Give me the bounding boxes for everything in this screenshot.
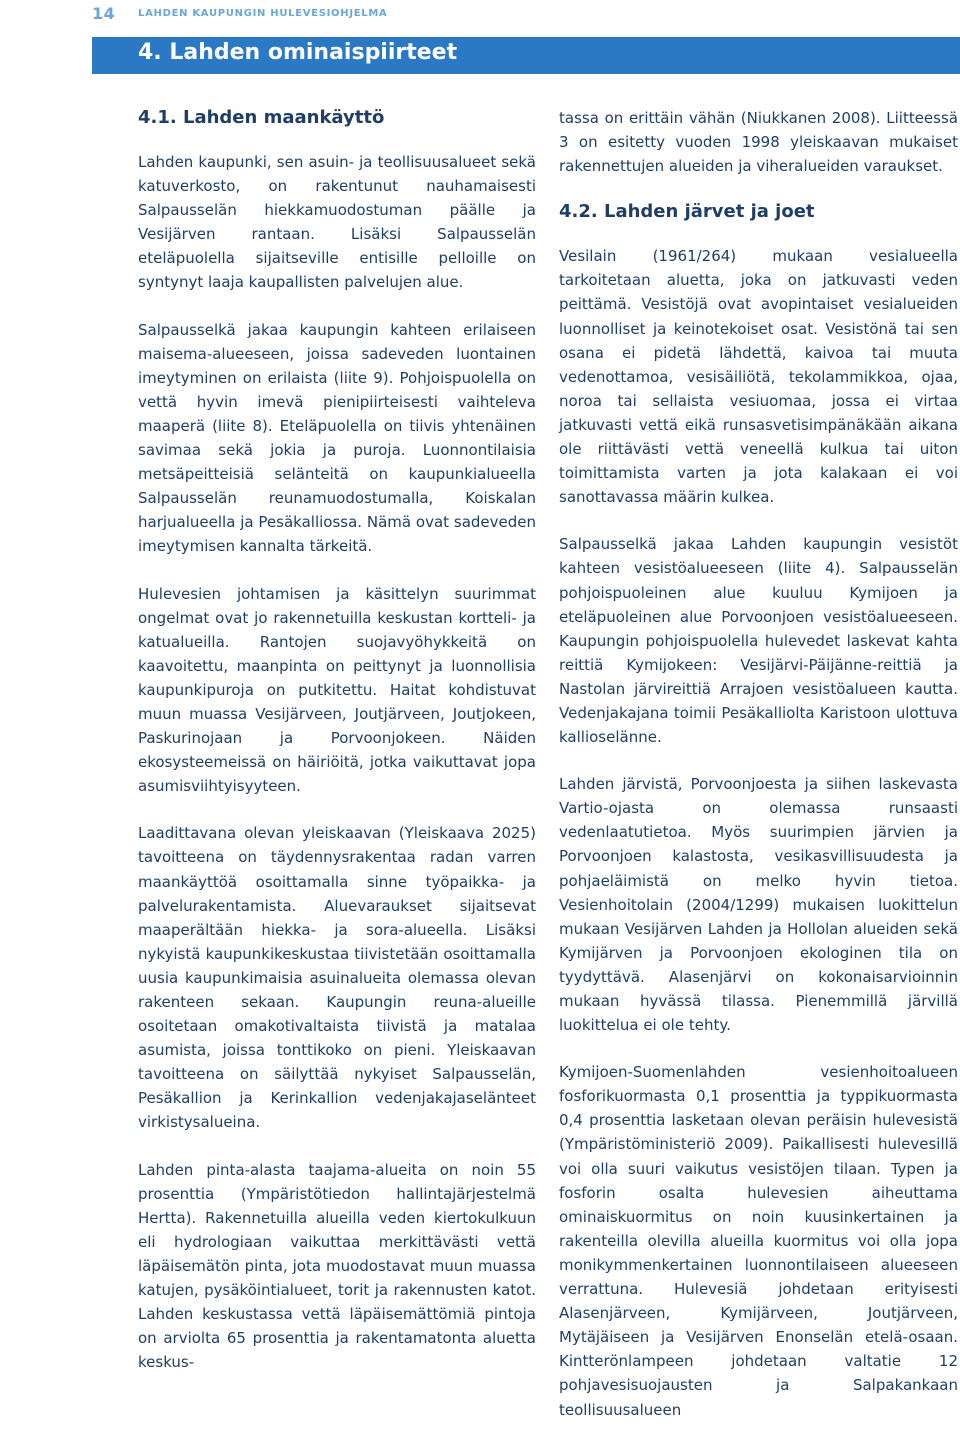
paragraph: Hulevesien johtamisen ja käsittelyn suurimmat ongelmat ovat jo rakennetuilla keskustan kortteli- ja katualueilla. Rantojen suojavyöhykkeitä on kaavoitettu, maanpinta on peittynyt ja luonnollisia kaupunkipuroja on putkitettu. Haitat kohdistuvat muun muassa Vesijärveen, Joutjärveen, Joutjokeen, Paskurinojaan ja Porvoonjokeen. Näiden ekosysteemeissä on häiriöitä, jotka vaikuttavat jopa asumisviihtyisyyteen. bbox=[138, 584, 536, 796]
chapter-title: 4. Lahden ominaispiirteet bbox=[138, 40, 458, 65]
paragraph: Lahden järvistä, Porvoonjoesta ja siihen laskevasta Vartio-ojasta on olemassa runsaasti vedenlaatutietoa. Myös suurimpien järvien ja Porvoonjoen kalastosta, vesikasvillisuudesta ja pohjaeläimistä on melko hyvin tietoa. Vesienhoitolain (2004/1299) mukaisen luokittelun mukaan Vesijärven Lahden ja Hollolan alueiden sekä Kymijärven ja Porvoonjoen ekologinen tila on tyydyttävä. Alasenjärvi on kokonaisarvioinnin mukaan hyvässä tilassa. Pienemmillä järvillä luokittelua ei ole tehty. bbox=[559, 775, 958, 1035]
paragraph-continued: tassa on erittäin vähän (Niukkanen 2008). Liitteessä 3 on esitetty vuoden 1998 yleiskaavan mukaiset rakennettujen alueiden ja viheralueiden varaukset. bbox=[559, 109, 958, 176]
section-heading-4-1: 4.1. Lahden maankäyttö bbox=[138, 107, 385, 128]
paragraph: Laadittavana olevan yleiskaavan (Yleiskaava 2025) tavoitteena on täydennysrakentaa radan varren maankäyttöä osoittamalla sinne työpaikka- ja palvelurakentamista. Aluevaraukset sijaitsevat maaperältään hiekka- ja sora-alueella. Lisäksi nykyistä kaupunkikeskustaa tiivistetään osoittamalla uusia kaupunkimaisia asuinalueita olemassa olevan rakenteen sekaan. Kaupungin reuna-alueille osoitetaan omakotivaltaista tiivistä ja matalaa asumista, joissa tonttikoko on pieni. Yleiskaavan tavoitteena on säilyttää nykyiset Salpausselän, Pesäkallion ja Kerinkallion vedenjakajaselänteet virkistysalueina. bbox=[138, 824, 536, 1132]
running-header bbox=[0, 0, 960, 30]
paragraph: Kymijoen-Suomenlahden vesienhoitoalueen fosforikuormasta 0,1 prosenttia ja typpikuormasta 0,4 prosenttia lasketaan olevan peräisin hulevesistä (Ympäristöministeriö 2009). Paikallisesti hulevesillä voi olla suuri vaikutus vesistöjen tilaan. Typen ja fosforin osalta hulevesien aiheuttama ominaiskuormitus on noin kuusinkertainen ja rakenteilla olevilla alueilla kuormitus voi olla jopa monikymmenkertainen luonnontilaiseen alueeseen verrattuna. Hulevesiä johdetaan erityisesti Alasenjärveen, Kymijärveen, Joutjärveen, Mytäjäiseen ja Vesijärven Enonselän etelä-osaan. Kintterönlampeen johdetaan valtatie 12 pohjavesisuojausten ja Salpakankaan teollisuusalueen bbox=[559, 1063, 958, 1419]
running-title: LAHDEN KAUPUNGIN HULEVESIOHJELMA bbox=[138, 8, 388, 19]
page-number: 14 bbox=[92, 4, 116, 23]
right-column bbox=[559, 106, 958, 1445]
paragraph: Vesilain (1961/264) mukaan vesialueella tarkoitetaan aluetta, joka on jatkuvasti veden peittämä. Vesistöjä ovat avopintaiset vesialueiden luonnolliset ja keinotekoiset osat. Vesistönä tai sen osana ei pidetä lähdettä, kaivoa tai muuta vedenottamoa, vesisäiliötä, tekolammikkoa, ojaa, noroa tai sellaista vesiuomaa, jossa ei virtaa jatkuvasti vettä eikä runsasvetisimpänäkään aikana ole riittävästi vettä veneellä kulkua tai uiton toimittamista varten ja jota kalakaan ei voi sanottavassa määrin kulkea. bbox=[559, 247, 958, 507]
left-column bbox=[138, 106, 536, 1397]
chapter-banner bbox=[92, 37, 960, 74]
paragraph: Lahden kaupunki, sen asuin- ja teollisuusalueet sekä katuverkosto, on rakentunut nauhamaisesti Salpausselän hiekkamuodostuman päälle ja Vesijärven rantaan. Lisäksi Salpausselän eteläpuolella sijaitseville entisille pelloille on syntynyt laaja kaupallisten palvelujen alue. bbox=[138, 153, 536, 292]
paragraph: Salpausselkä jakaa kaupungin kahteen erilaiseen maisema-alueeseen, joissa sadeveden luontainen imeytyminen on erilaista (liite 9). Pohjoispuolella on vettä hyvin imevä pienipiirteisesti vaihteleva maaperä (liite 8). Eteläpuolella on tiivis yhtenäinen savimaa sekä jokia ja puroja. Luonnontilaisia metsäpeitteisiä selänteitä on kaupunkialueella Salpausselän reunamuodostumalla, Koiskalan harjualueella ja Pesäkalliossa. Nämä ovat sadeveden imeytymisen kannalta tärkeitä. bbox=[138, 320, 536, 556]
paragraph: Salpausselkä jakaa Lahden kaupungin vesistöt kahteen vesistöalueeseen (liite 4). Salpausselän pohjoispuoleinen alue kuuluu Kymijoen ja eteläpuoleinen alue Porvoonjoen vesistöalueeseen. Kaupungin pohjoispuolella hulevedet laskevat kahta reittiä Kymijokeen: Vesijärvi-Päijänne-reittiä ja Nastolan järvireittiä Arrajoen vesistöalueen kautta. Vedenjakajana toimii Pesäkalliolta Karistoon ulottuva kallioselänne. bbox=[559, 535, 958, 747]
section-heading-4-2: 4.2. Lahden järvet ja joet bbox=[559, 201, 815, 223]
paragraph: Lahden pinta-alasta taajama-alueita on noin 55 prosenttia (Ympäristötiedon hallintajärjestelmä Hertta). Rakennetuilla alueilla veden kiertokulkuun eli hydrologiaan vaikuttaa merkittävästi vettä läpäisemätön pinta, jota muodostavat muun muassa katujen, pysäköintialueet, torit ja rakennusten katot. Lahden keskustassa vettä läpäisemättömiä pintoja on arviolta 65 prosenttia ja rakentamatonta aluetta keskus- bbox=[138, 1160, 536, 1372]
